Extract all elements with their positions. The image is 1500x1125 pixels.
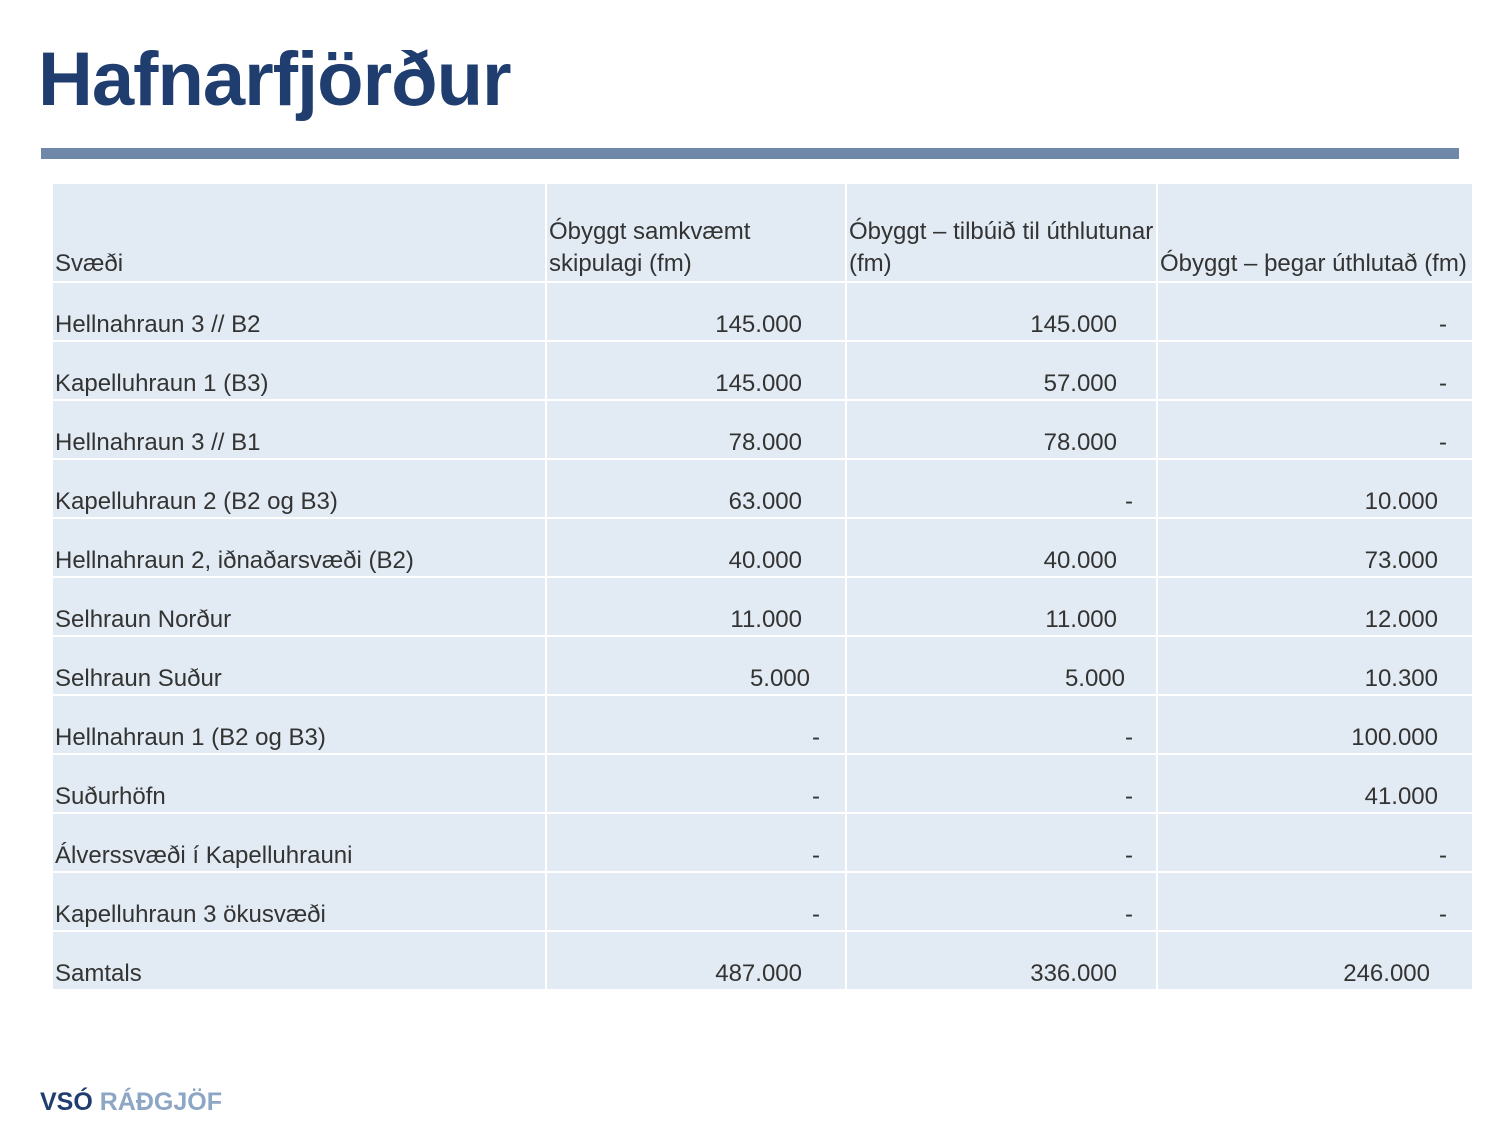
table-cell-area-name: Hellnahraun 1 (B2 og B3) <box>53 696 545 753</box>
table-cell-unbuilt-ready: - <box>847 755 1156 812</box>
table-cell-unbuilt-ready: 5.000 <box>847 637 1156 694</box>
table-cell-unbuilt-ready: - <box>847 873 1156 930</box>
table-cell-unbuilt-ready: 40.000 <box>847 519 1156 576</box>
table-cell-area-name: Kapelluhraun 3 ökusvæði <box>53 873 545 930</box>
table-cell-unbuilt-planned: 63.000 <box>547 460 845 517</box>
table-cell-area-name: Hellnahraun 2, iðnaðarsvæði (B2) <box>53 519 545 576</box>
table-cell-unbuilt-ready: 145.000 <box>847 283 1156 340</box>
table-cell-unbuilt-allocated: - <box>1158 342 1472 399</box>
header-unbuilt-planned: Óbyggt samkvæmt skipulagi (fm) <box>547 184 845 281</box>
table-cell-unbuilt-allocated: 10.300 <box>1158 637 1472 694</box>
table-cell-unbuilt-planned: 40.000 <box>547 519 845 576</box>
table-cell-unbuilt-planned: - <box>547 755 845 812</box>
table-cell-unbuilt-allocated: - <box>1158 401 1472 458</box>
table-cell-unbuilt-ready: 11.000 <box>847 578 1156 635</box>
table-cell-unbuilt-ready: - <box>847 814 1156 871</box>
table-cell-area-name: Hellnahraun 3 // B2 <box>53 283 545 340</box>
table-cell-area-name: Samtals <box>53 932 545 989</box>
table-cell-area-name: Álverssvæði í Kapelluhrauni <box>53 814 545 871</box>
table-cell-unbuilt-allocated: - <box>1158 814 1472 871</box>
table-cell-unbuilt-allocated: - <box>1158 283 1472 340</box>
table-cell-unbuilt-allocated: 100.000 <box>1158 696 1472 753</box>
title-divider <box>41 148 1459 159</box>
page-title: Hafnarfjörður <box>38 37 511 122</box>
table-cell-unbuilt-planned: - <box>547 873 845 930</box>
header-area: Svæði <box>53 184 545 281</box>
table-cell-unbuilt-allocated: 73.000 <box>1158 519 1472 576</box>
table-cell-unbuilt-planned: - <box>547 696 845 753</box>
table-cell-area-name: Hellnahraun 3 // B1 <box>53 401 545 458</box>
table-cell-area-name: Suðurhöfn <box>53 755 545 812</box>
header-unbuilt-allocated: Óbyggt – þegar úthlutað (fm) <box>1158 184 1472 281</box>
table-cell-unbuilt-allocated: 41.000 <box>1158 755 1472 812</box>
data-table <box>53 184 1470 989</box>
table-cell-unbuilt-planned: 487.000 <box>547 932 845 989</box>
table-cell-area-name: Selhraun Norður <box>53 578 545 635</box>
table-cell-unbuilt-ready: - <box>847 696 1156 753</box>
table-cell-unbuilt-ready: 57.000 <box>847 342 1156 399</box>
table-cell-unbuilt-planned: 5.000 <box>547 637 845 694</box>
logo-radgjof: RÁÐGJÖF <box>99 1088 222 1116</box>
table-cell-unbuilt-allocated: - <box>1158 873 1472 930</box>
table-cell-area-name: Kapelluhraun 2 (B2 og B3) <box>53 460 545 517</box>
table-cell-unbuilt-planned: 145.000 <box>547 283 845 340</box>
table-cell-unbuilt-ready: - <box>847 460 1156 517</box>
logo-vso: VSÓ <box>40 1088 93 1116</box>
table-cell-unbuilt-allocated: 246.000 <box>1158 932 1472 989</box>
company-logo <box>40 1090 222 1115</box>
table-cell-unbuilt-planned: 145.000 <box>547 342 845 399</box>
table-cell-unbuilt-planned: 11.000 <box>547 578 845 635</box>
table-cell-unbuilt-planned: 78.000 <box>547 401 845 458</box>
table-cell-area-name: Kapelluhraun 1 (B3) <box>53 342 545 399</box>
table-cell-unbuilt-allocated: 12.000 <box>1158 578 1472 635</box>
table-cell-unbuilt-ready: 336.000 <box>847 932 1156 989</box>
table-cell-area-name: Selhraun Suður <box>53 637 545 694</box>
table-cell-unbuilt-planned: - <box>547 814 845 871</box>
header-unbuilt-ready: Óbyggt – tilbúið til úthlutunar (fm) <box>847 184 1156 281</box>
table-cell-unbuilt-allocated: 10.000 <box>1158 460 1472 517</box>
table-cell-unbuilt-ready: 78.000 <box>847 401 1156 458</box>
